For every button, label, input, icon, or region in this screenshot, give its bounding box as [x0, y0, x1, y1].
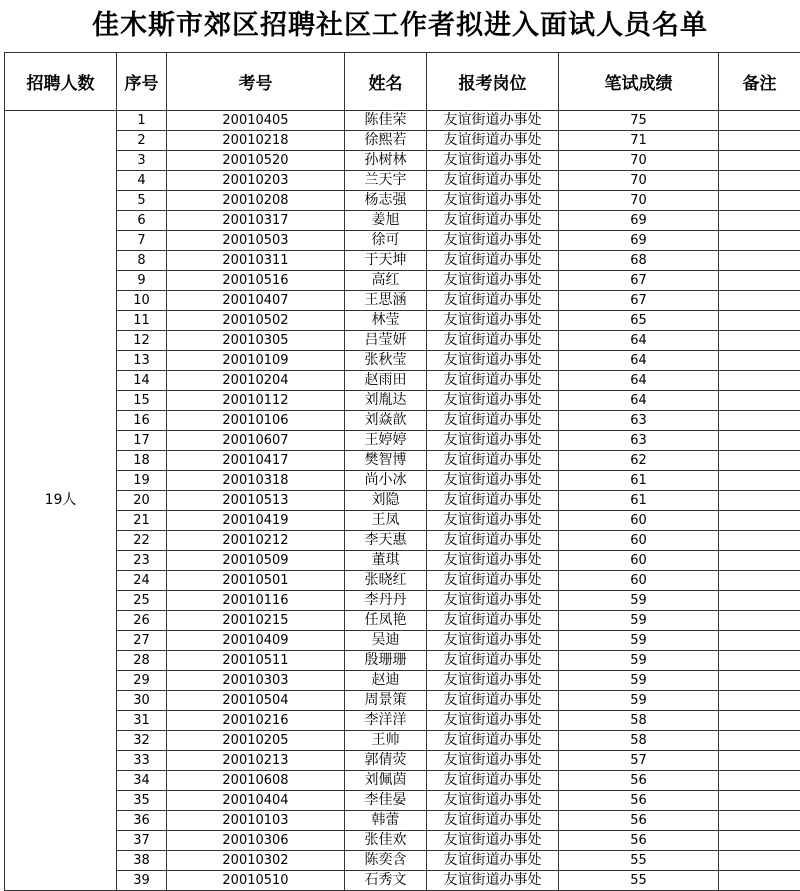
seq-cell: 13	[117, 351, 167, 371]
exam-no-cell: 20010204	[167, 371, 345, 391]
name-cell: 周景策	[345, 691, 427, 711]
score-cell: 59	[559, 671, 719, 691]
post-cell: 友谊街道办事处	[427, 611, 559, 631]
remark-cell	[719, 611, 800, 631]
post-cell: 友谊街道办事处	[427, 391, 559, 411]
exam-no-cell: 20010213	[167, 751, 345, 771]
post-cell: 友谊街道办事处	[427, 651, 559, 671]
table-row	[5, 551, 800, 571]
post-cell: 友谊街道办事处	[427, 551, 559, 571]
post-cell: 友谊街道办事处	[427, 731, 559, 751]
exam-no-cell: 20010305	[167, 331, 345, 351]
remark-cell	[719, 331, 800, 351]
seq-cell: 28	[117, 651, 167, 671]
table-row	[5, 831, 800, 851]
name-cell: 陈奕含	[345, 851, 427, 871]
exam-no-cell: 20010516	[167, 271, 345, 291]
exam-no-cell: 20010215	[167, 611, 345, 631]
table-row	[5, 611, 800, 631]
name-cell: 刘胤达	[345, 391, 427, 411]
name-cell: 刘隐	[345, 491, 427, 511]
post-cell: 友谊街道办事处	[427, 191, 559, 211]
exam-no-cell: 20010116	[167, 591, 345, 611]
post-cell: 友谊街道办事处	[427, 711, 559, 731]
seq-cell: 7	[117, 231, 167, 251]
post-cell: 友谊街道办事处	[427, 431, 559, 451]
table-row	[5, 731, 800, 751]
post-cell: 友谊街道办事处	[427, 211, 559, 231]
table-body	[5, 111, 800, 891]
score-cell: 70	[559, 151, 719, 171]
post-cell: 友谊街道办事处	[427, 511, 559, 531]
remark-cell	[719, 131, 800, 151]
table-row	[5, 871, 800, 891]
remark-cell	[719, 831, 800, 851]
score-cell: 64	[559, 331, 719, 351]
remark-cell	[719, 371, 800, 391]
post-cell: 友谊街道办事处	[427, 231, 559, 251]
exam-no-cell: 20010511	[167, 651, 345, 671]
seq-cell: 9	[117, 271, 167, 291]
table-row	[5, 671, 800, 691]
candidate-table	[4, 52, 800, 891]
score-cell: 55	[559, 871, 719, 891]
score-cell: 60	[559, 511, 719, 531]
table-row	[5, 131, 800, 151]
exam-no-cell: 20010502	[167, 311, 345, 331]
exam-no-cell: 20010501	[167, 571, 345, 591]
remark-cell	[719, 351, 800, 371]
score-cell: 57	[559, 751, 719, 771]
exam-no-cell: 20010218	[167, 131, 345, 151]
remark-cell	[719, 151, 800, 171]
seq-cell: 21	[117, 511, 167, 531]
table-row	[5, 811, 800, 831]
remark-cell	[719, 311, 800, 331]
remark-cell	[719, 731, 800, 751]
score-cell: 59	[559, 611, 719, 631]
post-cell: 友谊街道办事处	[427, 671, 559, 691]
score-cell: 64	[559, 391, 719, 411]
name-cell: 孙树林	[345, 151, 427, 171]
remark-cell	[719, 511, 800, 531]
post-cell: 友谊街道办事处	[427, 771, 559, 791]
name-cell: 任凤艳	[345, 611, 427, 631]
name-cell: 徐可	[345, 231, 427, 251]
seq-cell: 26	[117, 611, 167, 631]
score-cell: 59	[559, 591, 719, 611]
remark-cell	[719, 571, 800, 591]
name-cell: 王思涵	[345, 291, 427, 311]
remark-cell	[719, 591, 800, 611]
name-cell: 赵雨田	[345, 371, 427, 391]
name-cell: 王婷婷	[345, 431, 427, 451]
table-row	[5, 571, 800, 591]
remark-cell	[719, 871, 800, 891]
remark-cell	[719, 451, 800, 471]
table-row	[5, 211, 800, 231]
exam-no-cell: 20010404	[167, 791, 345, 811]
seq-cell: 4	[117, 171, 167, 191]
post-cell: 友谊街道办事处	[427, 691, 559, 711]
name-cell: 赵迪	[345, 671, 427, 691]
exam-no-cell: 20010513	[167, 491, 345, 511]
table-row	[5, 531, 800, 551]
table-row	[5, 111, 800, 131]
exam-no-cell: 20010504	[167, 691, 345, 711]
score-cell: 56	[559, 811, 719, 831]
score-cell: 60	[559, 551, 719, 571]
post-cell: 友谊街道办事处	[427, 111, 559, 131]
exam-no-cell: 20010509	[167, 551, 345, 571]
post-cell: 友谊街道办事处	[427, 151, 559, 171]
post-cell: 友谊街道办事处	[427, 831, 559, 851]
header-quota: 招聘人数	[5, 53, 117, 111]
seq-cell: 27	[117, 631, 167, 651]
table-row	[5, 291, 800, 311]
table-row	[5, 851, 800, 871]
post-cell: 友谊街道办事处	[427, 311, 559, 331]
remark-cell	[719, 771, 800, 791]
seq-cell: 3	[117, 151, 167, 171]
exam-no-cell: 20010311	[167, 251, 345, 271]
post-cell: 友谊街道办事处	[427, 811, 559, 831]
seq-cell: 37	[117, 831, 167, 851]
header-remark: 备注	[719, 53, 800, 111]
table-row	[5, 631, 800, 651]
table-row	[5, 351, 800, 371]
seq-cell: 2	[117, 131, 167, 151]
remark-cell	[719, 251, 800, 271]
seq-cell: 39	[117, 871, 167, 891]
name-cell: 张晓红	[345, 571, 427, 591]
table-row	[5, 651, 800, 671]
exam-no-cell: 20010503	[167, 231, 345, 251]
seq-cell: 24	[117, 571, 167, 591]
seq-cell: 11	[117, 311, 167, 331]
header-post: 报考岗位	[427, 53, 559, 111]
exam-no-cell: 20010317	[167, 211, 345, 231]
name-cell: 陈佳荣	[345, 111, 427, 131]
exam-no-cell: 20010103	[167, 811, 345, 831]
name-cell: 韩蕾	[345, 811, 427, 831]
table-row	[5, 711, 800, 731]
header-seq: 序号	[117, 53, 167, 111]
score-cell: 56	[559, 831, 719, 851]
exam-no-cell: 20010417	[167, 451, 345, 471]
exam-no-cell: 20010205	[167, 731, 345, 751]
seq-cell: 19	[117, 471, 167, 491]
exam-no-cell: 20010607	[167, 431, 345, 451]
table-row	[5, 771, 800, 791]
name-cell: 王凤	[345, 511, 427, 531]
name-cell: 李佳晏	[345, 791, 427, 811]
score-cell: 64	[559, 351, 719, 371]
post-cell: 友谊街道办事处	[427, 171, 559, 191]
exam-no-cell: 20010407	[167, 291, 345, 311]
table-row	[5, 191, 800, 211]
table-row	[5, 491, 800, 511]
name-cell: 李天惠	[345, 531, 427, 551]
table-row	[5, 251, 800, 271]
name-cell: 林莹	[345, 311, 427, 331]
table-row	[5, 371, 800, 391]
name-cell: 高红	[345, 271, 427, 291]
score-cell: 60	[559, 531, 719, 551]
score-cell: 63	[559, 431, 719, 451]
post-cell: 友谊街道办事处	[427, 251, 559, 271]
name-cell: 李丹丹	[345, 591, 427, 611]
post-cell: 友谊街道办事处	[427, 571, 559, 591]
remark-cell	[719, 491, 800, 511]
table-row	[5, 511, 800, 531]
post-cell: 友谊街道办事处	[427, 411, 559, 431]
table-row	[5, 471, 800, 491]
seq-cell: 12	[117, 331, 167, 351]
post-cell: 友谊街道办事处	[427, 591, 559, 611]
seq-cell: 29	[117, 671, 167, 691]
post-cell: 友谊街道办事处	[427, 531, 559, 551]
seq-cell: 17	[117, 431, 167, 451]
seq-cell: 5	[117, 191, 167, 211]
post-cell: 友谊街道办事处	[427, 131, 559, 151]
score-cell: 58	[559, 711, 719, 731]
seq-cell: 25	[117, 591, 167, 611]
score-cell: 59	[559, 631, 719, 651]
name-cell: 王帅	[345, 731, 427, 751]
table-row	[5, 431, 800, 451]
post-cell: 友谊街道办事处	[427, 371, 559, 391]
exam-no-cell: 20010510	[167, 871, 345, 891]
table-row	[5, 791, 800, 811]
table-row	[5, 271, 800, 291]
remark-cell	[719, 811, 800, 831]
remark-cell	[719, 551, 800, 571]
table-row	[5, 151, 800, 171]
remark-cell	[719, 531, 800, 551]
exam-no-cell: 20010302	[167, 851, 345, 871]
remark-cell	[719, 631, 800, 651]
remark-cell	[719, 411, 800, 431]
page-title: 佳木斯市郊区招聘社区工作者拟进入面试人员名单	[0, 0, 800, 52]
seq-cell: 35	[117, 791, 167, 811]
score-cell: 70	[559, 171, 719, 191]
seq-cell: 34	[117, 771, 167, 791]
post-cell: 友谊街道办事处	[427, 271, 559, 291]
score-cell: 67	[559, 271, 719, 291]
table-row	[5, 331, 800, 351]
score-cell: 71	[559, 131, 719, 151]
name-cell: 兰天宇	[345, 171, 427, 191]
score-cell: 60	[559, 571, 719, 591]
name-cell: 吴迪	[345, 631, 427, 651]
name-cell: 徐熙若	[345, 131, 427, 151]
seq-cell: 30	[117, 691, 167, 711]
seq-cell: 6	[117, 211, 167, 231]
post-cell: 友谊街道办事处	[427, 351, 559, 371]
table-row	[5, 391, 800, 411]
exam-no-cell: 20010405	[167, 111, 345, 131]
name-cell: 张秋莹	[345, 351, 427, 371]
seq-cell: 1	[117, 111, 167, 131]
seq-cell: 32	[117, 731, 167, 751]
post-cell: 友谊街道办事处	[427, 631, 559, 651]
post-cell: 友谊街道办事处	[427, 291, 559, 311]
name-cell: 刘佩茵	[345, 771, 427, 791]
score-cell: 68	[559, 251, 719, 271]
name-cell: 樊智博	[345, 451, 427, 471]
name-cell: 郭倩荧	[345, 751, 427, 771]
post-cell: 友谊街道办事处	[427, 871, 559, 891]
seq-cell: 33	[117, 751, 167, 771]
table-row	[5, 451, 800, 471]
post-cell: 友谊街道办事处	[427, 331, 559, 351]
exam-no-cell: 20010608	[167, 771, 345, 791]
table-row	[5, 171, 800, 191]
remark-cell	[719, 231, 800, 251]
seq-cell: 16	[117, 411, 167, 431]
name-cell: 殷珊珊	[345, 651, 427, 671]
quota-cell: 19人	[5, 111, 117, 891]
name-cell: 董琪	[345, 551, 427, 571]
remark-cell	[719, 291, 800, 311]
remark-cell	[719, 171, 800, 191]
exam-no-cell: 20010419	[167, 511, 345, 531]
score-cell: 65	[559, 311, 719, 331]
score-cell: 63	[559, 411, 719, 431]
remark-cell	[719, 191, 800, 211]
seq-cell: 14	[117, 371, 167, 391]
remark-cell	[719, 271, 800, 291]
exam-no-cell: 20010212	[167, 531, 345, 551]
remark-cell	[719, 711, 800, 731]
score-cell: 70	[559, 191, 719, 211]
exam-no-cell: 20010112	[167, 391, 345, 411]
table-row	[5, 311, 800, 331]
exam-no-cell: 20010106	[167, 411, 345, 431]
exam-no-cell: 20010208	[167, 191, 345, 211]
name-cell: 尚小冰	[345, 471, 427, 491]
seq-cell: 20	[117, 491, 167, 511]
score-cell: 55	[559, 851, 719, 871]
seq-cell: 38	[117, 851, 167, 871]
remark-cell	[719, 431, 800, 451]
name-cell: 于天坤	[345, 251, 427, 271]
remark-cell	[719, 111, 800, 131]
name-cell: 杨志强	[345, 191, 427, 211]
table-row	[5, 231, 800, 251]
exam-no-cell: 20010203	[167, 171, 345, 191]
post-cell: 友谊街道办事处	[427, 751, 559, 771]
table-row	[5, 691, 800, 711]
post-cell: 友谊街道办事处	[427, 491, 559, 511]
remark-cell	[719, 651, 800, 671]
score-cell: 67	[559, 291, 719, 311]
exam-no-cell: 20010109	[167, 351, 345, 371]
seq-cell: 15	[117, 391, 167, 411]
remark-cell	[719, 471, 800, 491]
exam-no-cell: 20010306	[167, 831, 345, 851]
header-exam-no: 考号	[167, 53, 345, 111]
seq-cell: 36	[117, 811, 167, 831]
header-name: 姓名	[345, 53, 427, 111]
seq-cell: 23	[117, 551, 167, 571]
score-cell: 61	[559, 491, 719, 511]
seq-cell: 22	[117, 531, 167, 551]
remark-cell	[719, 751, 800, 771]
score-cell: 56	[559, 791, 719, 811]
exam-no-cell: 20010318	[167, 471, 345, 491]
remark-cell	[719, 671, 800, 691]
score-cell: 58	[559, 731, 719, 751]
header-row	[5, 53, 800, 111]
remark-cell	[719, 791, 800, 811]
name-cell: 姜旭	[345, 211, 427, 231]
score-cell: 69	[559, 211, 719, 231]
post-cell: 友谊街道办事处	[427, 471, 559, 491]
post-cell: 友谊街道办事处	[427, 451, 559, 471]
remark-cell	[719, 391, 800, 411]
score-cell: 61	[559, 471, 719, 491]
score-cell: 59	[559, 691, 719, 711]
post-cell: 友谊街道办事处	[427, 791, 559, 811]
header-score: 笔试成绩	[559, 53, 719, 111]
score-cell: 64	[559, 371, 719, 391]
name-cell: 石秀文	[345, 871, 427, 891]
table-row	[5, 411, 800, 431]
remark-cell	[719, 211, 800, 231]
seq-cell: 31	[117, 711, 167, 731]
score-cell: 56	[559, 771, 719, 791]
table-row	[5, 751, 800, 771]
name-cell: 张佳欢	[345, 831, 427, 851]
name-cell: 李洋洋	[345, 711, 427, 731]
remark-cell	[719, 851, 800, 871]
name-cell: 刘焱歆	[345, 411, 427, 431]
seq-cell: 8	[117, 251, 167, 271]
exam-no-cell: 20010303	[167, 671, 345, 691]
score-cell: 62	[559, 451, 719, 471]
score-cell: 59	[559, 651, 719, 671]
exam-no-cell: 20010520	[167, 151, 345, 171]
table-row	[5, 591, 800, 611]
exam-no-cell: 20010216	[167, 711, 345, 731]
seq-cell: 10	[117, 291, 167, 311]
name-cell: 吕莹妍	[345, 331, 427, 351]
post-cell: 友谊街道办事处	[427, 851, 559, 871]
score-cell: 75	[559, 111, 719, 131]
score-cell: 69	[559, 231, 719, 251]
seq-cell: 18	[117, 451, 167, 471]
exam-no-cell: 20010409	[167, 631, 345, 651]
remark-cell	[719, 691, 800, 711]
